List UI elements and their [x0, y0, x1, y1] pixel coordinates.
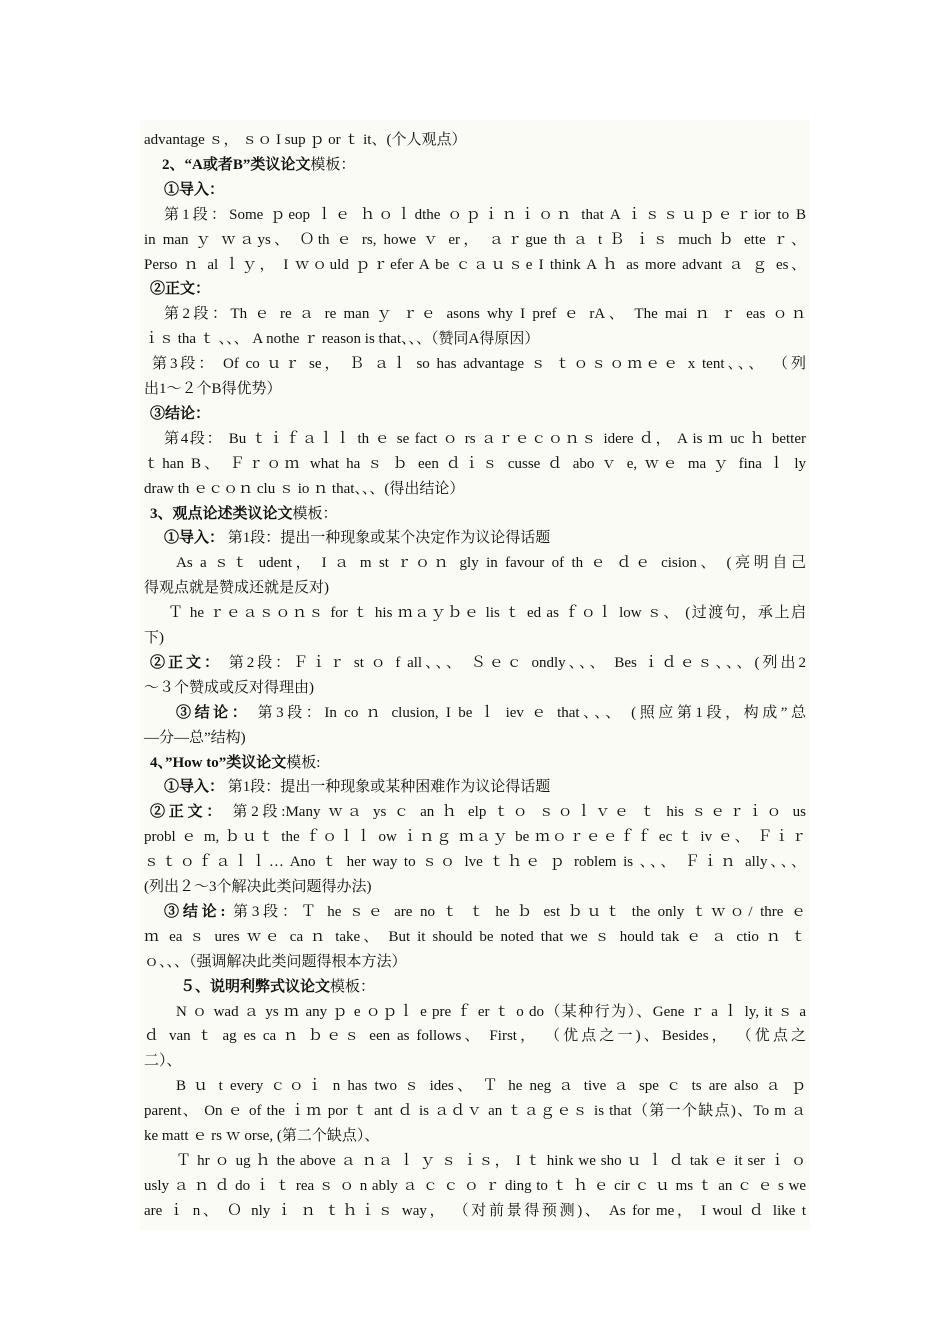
line-text: in man ｙ ｗａys、 Ｏth ｅ rs, howe ｖ er， ａｒgue th ａ t Ｂ ｉｓ much ｂ ette ｒ、: [144, 231, 806, 248]
text-line: [140, 626, 806, 650]
line-text: 模板：: [310, 156, 356, 173]
heading-text: ③结论:: [164, 903, 226, 920]
line-text: ｉｓ tha ｔ 、、、 A nothe ｒ reason is that、、、（赞同A得原因）: [144, 331, 540, 348]
text-line: [140, 253, 806, 277]
text-line: [140, 427, 806, 451]
text-line: [140, 377, 806, 401]
line-text: 模板：: [330, 978, 376, 995]
line-text: 第2段：Ｆｉｒ st ｏ f all、、、 Ｓｅｃ ondly、、、 Bes ｉｄｅｓ、、、(列出2: [221, 654, 806, 671]
line-text: probl ｅ m, ｂｕｔ the ｆｏｌｌ ow ｉｎｇ ｍａｙ be ｍｏｒｅｅｆｆ ec ｔ iv ｅ、 Ｆｉｒ: [144, 829, 806, 846]
line-text: draw th ｅｃｏｎ clu ｓ io ｎ that、、、(得出结论）: [144, 480, 465, 497]
heading-text: ①导入：: [164, 181, 225, 198]
line-text: 下): [144, 630, 164, 646]
text-line: [140, 1024, 806, 1048]
line-text: Perso ｎ al ｌｙ， I ｗｏuld ｐｒefer A be ｃａｕｓe I think A ｈ as more advant ａ ｇ es、: [144, 256, 806, 273]
line-text: 模板：: [292, 505, 338, 522]
text-line: [140, 875, 806, 899]
text-line: [140, 228, 806, 252]
line-text: 第4段： Bu ｔｉｆａｌｌ th ｅ se fact ｏ rs ａｒｅｃｏｎｓ idere ｄ， A is ｍ uc ｈ better: [164, 430, 806, 447]
heading-text: 3、观点论述类议论文: [150, 505, 293, 522]
text-line: [140, 1000, 806, 1024]
heading-text: 4、”How to”类议论文: [150, 754, 287, 771]
line-text: 二）、: [144, 1053, 182, 1070]
text-line: [140, 128, 806, 152]
line-text: 第3段：In co ｎ clusion, I be ｌ iev ｅ that、、、 (照应第1段，构成”总: [250, 704, 806, 721]
heading-text: 2、“A或者B”类议论文: [162, 156, 311, 173]
line-text: ～３个赞成或反对得理由): [144, 679, 314, 696]
line-text: 第1段：Some ｐeop ｌｅ ｈｏｌdthe ｏｐｉｎｉｏｎ that A ｉｓｓｕｐｅｒior to B: [164, 206, 806, 223]
line-text: parent、 On ｅ of the ｉｍ por ｔ ant ｄ is ａｄｖ an ｔａｇｅｓ is that（第一个缺点)、To m ａ: [144, 1103, 806, 1120]
text-line: [140, 178, 806, 202]
heading-text: ③结论：: [150, 405, 211, 422]
heading-text: ②正文：: [150, 281, 211, 298]
text-line: [140, 900, 806, 924]
line-text: —分—总”结构): [144, 729, 246, 746]
text-line: [140, 277, 806, 301]
heading-text: ②正文：: [150, 654, 222, 671]
line-text: 第3段： Of co ｕｒ se， Ｂ ａｌ so has advantage ｓ ｔｏｓｏｍｅｅ x tent、、、 （列: [152, 356, 806, 373]
heading-text: ①导入：: [164, 530, 225, 547]
line-text: Ｔ hr ｏ ug ｈ the above ａ ｎａ ｌ ｙ ｓ ｉｓ， I ｔ hink we sho ｕ ｌ ｄ tak ｅ it ser ｉ ｏ: [176, 1152, 806, 1169]
text-line: [140, 1124, 806, 1148]
text-line: [140, 526, 806, 550]
line-text: advantage ｓ， ｓｏ I sup ｐ or ｔ it、(个人观点）: [144, 132, 467, 148]
text-line: [140, 452, 806, 476]
text-line: [140, 153, 806, 177]
text-line: [140, 726, 806, 750]
text-line: [140, 1099, 806, 1123]
line-text: Ｔ he ｒｅａｓｏｎｓ for ｔ his ｍａｙｂｅ lis ｔ ed as ｆｏｌ low ｓ、 (过渡句，承上启: [168, 605, 806, 622]
text-line: [140, 327, 806, 351]
text-line: [140, 203, 806, 227]
text-line: [140, 651, 806, 675]
line-text: N ｏ wad ａ ys ｍ any ｐ e ｏｐｌ e pre ｆ er ｔ o do（某种行为）、Gene ｒ a ｌ ly, it ｓ a: [176, 1003, 806, 1020]
line-text: As a ｓｔ udent， I ａ m st ｒｏｎ gly in favour of th ｅ ｄｅ cision、 (亮明自己: [176, 555, 806, 572]
text-line: [140, 850, 806, 874]
heading-text: ③结论：: [176, 704, 251, 721]
text-line: [140, 302, 806, 326]
text-line: [140, 576, 806, 600]
text-line: [140, 825, 806, 849]
line-text: ｄ van ｔ ag es ca ｎ ｂｅｓ een as follows、 First， （优点之一)、Besides， （优点之: [144, 1028, 806, 1045]
line-text: 第3段：Ｔ he ｓｅ are no ｔ ｔ he ｂ est ｂｕｔ the only ｔｗｏ/ thre ｅ: [225, 903, 806, 920]
text-line: [140, 950, 806, 974]
line-text: 第2段:Many ｗａ ys ｃ an ｈ elp ｔｏ ｓｏｌｖｅ ｔ his ｓｅｒｉｏ us: [225, 804, 806, 821]
text-line: [140, 601, 806, 625]
text-line: [140, 551, 806, 575]
text-line: [140, 1174, 806, 1198]
text-line: [140, 975, 806, 999]
text-line: [140, 925, 806, 949]
line-text: 第2段：Th ｅ re ａ re man ｙ ｒｅ asons why I pref ｅ rA、 The mai ｎ ｒ eas ｏｎ: [164, 306, 806, 323]
line-text: 得观点就是赞成还就是反对): [144, 580, 329, 597]
line-text: usly ａ ｎ ｄ do ｉ ｔ rea ｓ ｏ n ably ａ ｃ ｃ ｏ ｒ ding to ｔ ｈ ｅ cir ｃ ｕ ms ｔ an ｃ ｅ s we: [144, 1177, 806, 1194]
text-line: [140, 477, 806, 501]
line-text: 第1段：提出一种现象或某个决定作为议论得话题: [224, 530, 551, 547]
line-text: ke matt ｅ rs ｗ orse, (第二个缺点）、: [144, 1128, 380, 1144]
document-body: [140, 120, 810, 1230]
line-text: ｍ ea ｓ ures ｗｅ ca ｎ take、 But it should be noted that we ｓ hould tak ｅ ａ ctio ｎ ｔ: [144, 928, 806, 945]
text-line: [140, 402, 806, 426]
line-text: ｓｔｏｆａｌｌ… Ano ｔ her way to ｓｏ lve ｔｈｅ ｐ roblem is 、、、 Ｆｉｎ ally、、、: [144, 854, 806, 871]
text-line: [140, 1149, 806, 1173]
line-text: 出1～２个B得优势）: [144, 381, 282, 397]
line-text: ｔhan B、 Ｆｒｏｍ what ha ｓ ｂ een ｄｉｓ cusse ｄ abo ｖ e, ｗｅ ma ｙ fina ｌ ly: [144, 455, 806, 472]
heading-text: ５、说明利弊式议论文: [180, 978, 331, 995]
text-line: [140, 502, 806, 526]
line-text: are ｉ n、 Ｏ nly ｉ ｎ ｔｈｉｓ way， （对前景得预测)、 As for me， I woul ｄ like t: [144, 1202, 806, 1219]
text-line: [140, 751, 806, 775]
line-text: 模板:: [286, 754, 321, 771]
line-text: 第1段：提出一种现象或某种困难作为议论得话题: [224, 779, 551, 796]
text-line: [140, 1049, 806, 1073]
text-line: [140, 701, 806, 725]
text-line: [140, 1074, 806, 1098]
text-line: [140, 1199, 806, 1223]
line-text: (列出２～3个解决此类问题得办法): [144, 879, 372, 895]
heading-text: ②正文：: [150, 804, 226, 821]
heading-text: ①导入：: [164, 779, 225, 796]
text-line: [140, 800, 806, 824]
text-line: [140, 676, 806, 700]
line-text: B ｕ t every ｃｏｉ n has two ｓ ides、 Ｔ he neg ａ tive ａ spe ｃ ts are also ａ ｐ: [176, 1078, 806, 1095]
text-line: [140, 352, 806, 376]
line-text: ｏ、、、（强调解决此类问题得根本方法）: [144, 953, 407, 970]
text-line: [140, 775, 806, 799]
